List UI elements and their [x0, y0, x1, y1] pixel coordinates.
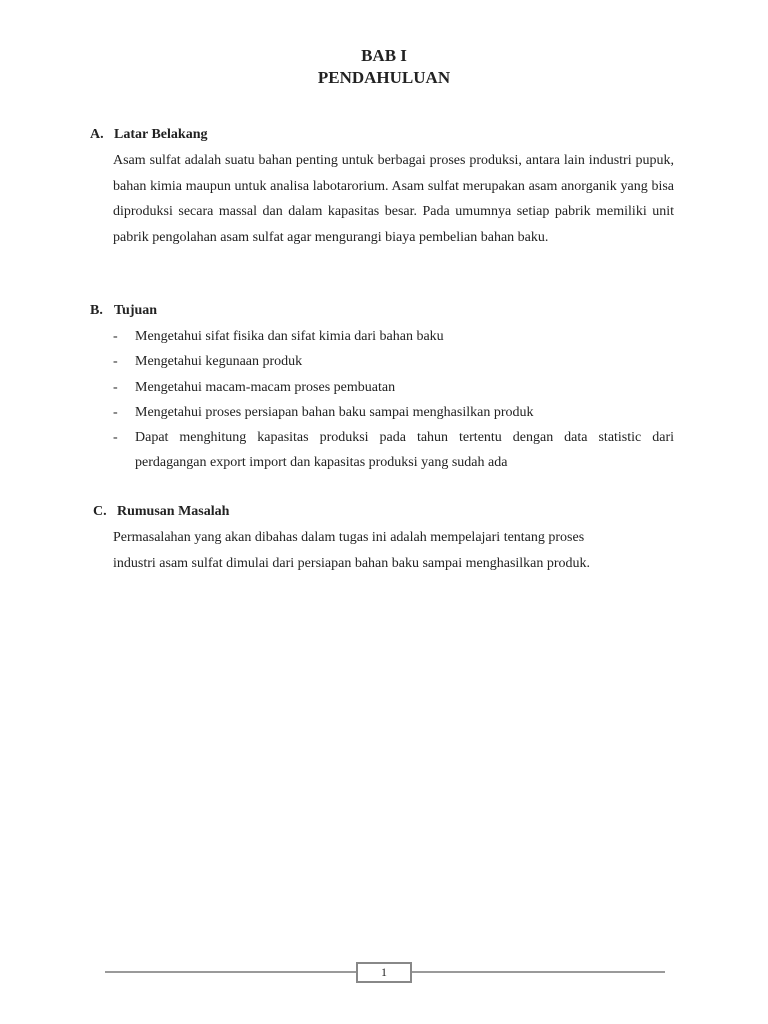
section-a-letter: A.	[90, 127, 104, 142]
section-c-line: Permasalahan yang akan dibahas dalam tugas ini adalah mempelajari tentang proses	[113, 530, 585, 545]
section-b-heading	[90, 303, 157, 319]
section-a-paragraph: Asam sulfat adalah suatu bahan penting untuk berbagai proses produksi, antara lain industri pupuk, bahan kimia maupun untuk analisa labotarorium. Asam sulfat merupakan asam anorganik yang bisa diproduksi secara massal dan dalam kapasitas besar. Pada umumnya setiap pabrik memiliki unit pabrik pengolahan asam sulfat agar mengurangi biaya pembelian bahan baku.	[113, 153, 674, 245]
section-a-title: Latar Belakang	[114, 127, 208, 142]
list-item-text: Mengetahui kegunaan produk	[135, 354, 303, 370]
bullet-dash: -	[113, 404, 118, 420]
bullet-dash: -	[113, 430, 118, 446]
section-c-paragraph	[113, 525, 713, 576]
objectives-list	[113, 324, 674, 476]
chapter-title: PENDAHULUAN	[317, 68, 451, 87]
bullet-dash: -	[113, 329, 118, 344]
bullet-dash: -	[113, 354, 118, 370]
section-a-heading	[90, 127, 207, 143]
list-item	[113, 425, 674, 476]
section-c-line: industri asam sulfat dimulai dari persiapan bahan baku sampai menghasilkan produk.	[113, 555, 591, 571]
section-c-letter: C.	[93, 504, 107, 519]
list-item-text: Mengetahui proses persiapan bahan baku sampai menghasilkan produk	[135, 404, 534, 420]
list-item	[113, 324, 674, 349]
list-item	[113, 349, 674, 374]
section-c-title: Rumusan Masalah	[117, 504, 230, 519]
chapter-number: BAB I	[361, 46, 407, 65]
bullet-dash: -	[113, 379, 118, 395]
list-item	[113, 375, 674, 400]
page-number: 1	[356, 962, 412, 983]
list-item	[113, 400, 674, 425]
list-item-text: Mengetahui sifat fisika dan sifat kimia dari bahan baku	[135, 329, 444, 344]
section-b-letter: B.	[90, 303, 103, 318]
section-c-heading	[93, 504, 229, 520]
list-item-text: Dapat menghitung kapasitas produksi pada tahun tertentu dengan data statistic dari perdagangan export import dan kapasitas produksi yang sudah ada	[135, 430, 674, 471]
list-item-text: Mengetahui macam-macam proses pembuatan	[135, 379, 396, 395]
section-b-title: Tujuan	[114, 303, 158, 318]
